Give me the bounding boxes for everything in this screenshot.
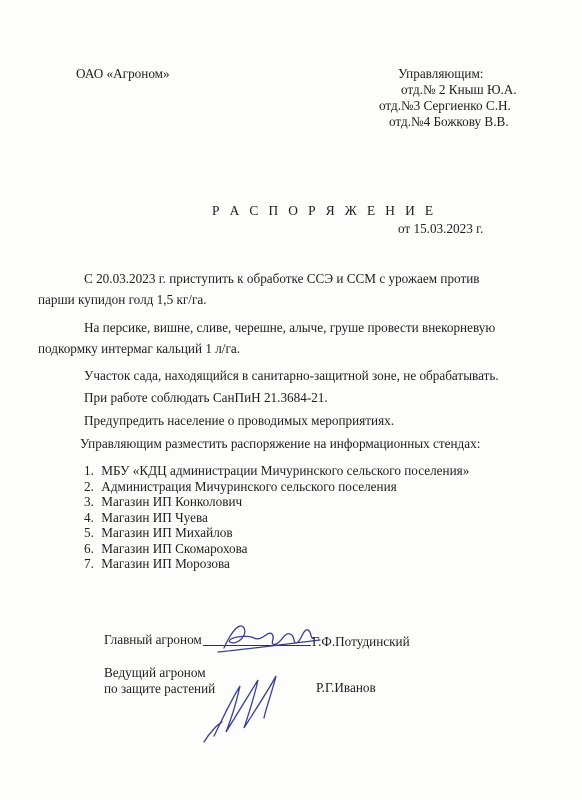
document-date: от 15.03.2023 г.	[398, 221, 484, 236]
addressee-line: отд.№3 Сергиенко С.Н.	[379, 98, 511, 113]
document-title: Р А С П О Р Я Ж Е Н И Е	[212, 203, 437, 218]
list-item-text: Магазин ИП Конколович	[101, 494, 243, 509]
list-item-text: Администрация Мичуринского сельского поселения	[101, 478, 397, 494]
addressee-heading: Управляющим:	[398, 66, 484, 81]
chief-agronomist-title: Главный агроном	[104, 632, 202, 647]
paragraph-line: С 20.03.2023 г. приступить к обработке ССЭ и ССМ с урожаем против	[84, 271, 480, 286]
lead-agronomist-title: Ведущий агроном	[104, 665, 206, 680]
list-item-number: 3.	[84, 494, 94, 509]
list-item-text: Магазин ИП Скомарохова	[101, 540, 248, 556]
list-item	[84, 510, 469, 526]
list-item-text: Магазин ИП Чуева	[101, 509, 208, 525]
list-item-text: МБУ «КДЦ администрации Мичуринского сельского поселения»	[101, 463, 470, 478]
paragraph-line: Предупредить население о проводимых мероприятиях.	[84, 413, 395, 428]
paragraph-line: Управляющим разместить распоряжение на информационных стендах:	[80, 436, 481, 451]
list-item-text: Магазин ИП Михайлов	[101, 525, 233, 540]
list-item-text: Магазин ИП Морозова	[101, 556, 230, 571]
addressee-line: отд.№4 Божкову В.В.	[389, 114, 509, 129]
list-item	[84, 494, 469, 510]
list-item	[84, 463, 469, 479]
paragraph-line: При работе соблюдать СанПиН 21.3684-21.	[84, 390, 328, 405]
distribution-list	[84, 463, 469, 572]
paragraph-line: подкормку интермаг кальций 1 л/га.	[38, 341, 241, 356]
organization-name: ОАО «Агроном»	[76, 66, 170, 81]
list-item-number: 2.	[84, 478, 94, 494]
list-item-number: 6.	[84, 540, 94, 556]
list-item	[84, 556, 469, 572]
paragraph-line: На персике, вишне, сливе, черешне, алыче, груше провести внекорневую	[84, 320, 496, 335]
lead-signature-icon	[196, 662, 296, 744]
chief-agronomist-name: Г.Ф.Потудинский	[312, 634, 410, 649]
list-item-number: 1.	[84, 463, 94, 478]
list-item-number: 5.	[84, 525, 94, 540]
addressee-line: отд.№ 2 Кныш Ю.А.	[401, 82, 517, 97]
list-item-number: 4.	[84, 509, 94, 525]
list-item	[84, 479, 469, 495]
lead-agronomist-title: по защите растений	[104, 681, 216, 696]
list-item	[84, 541, 469, 557]
chief-signature-icon	[210, 612, 325, 660]
paragraph-line: парши купидон голд 1,5 кг/га.	[38, 292, 207, 307]
paragraph-line: Участок сада, находящийся в санитарно-защитной зоне, не обрабатывать.	[84, 368, 499, 383]
lead-agronomist-name: Р.Г.Иванов	[316, 680, 376, 695]
list-item-number: 7.	[84, 556, 94, 571]
list-item	[84, 525, 469, 541]
